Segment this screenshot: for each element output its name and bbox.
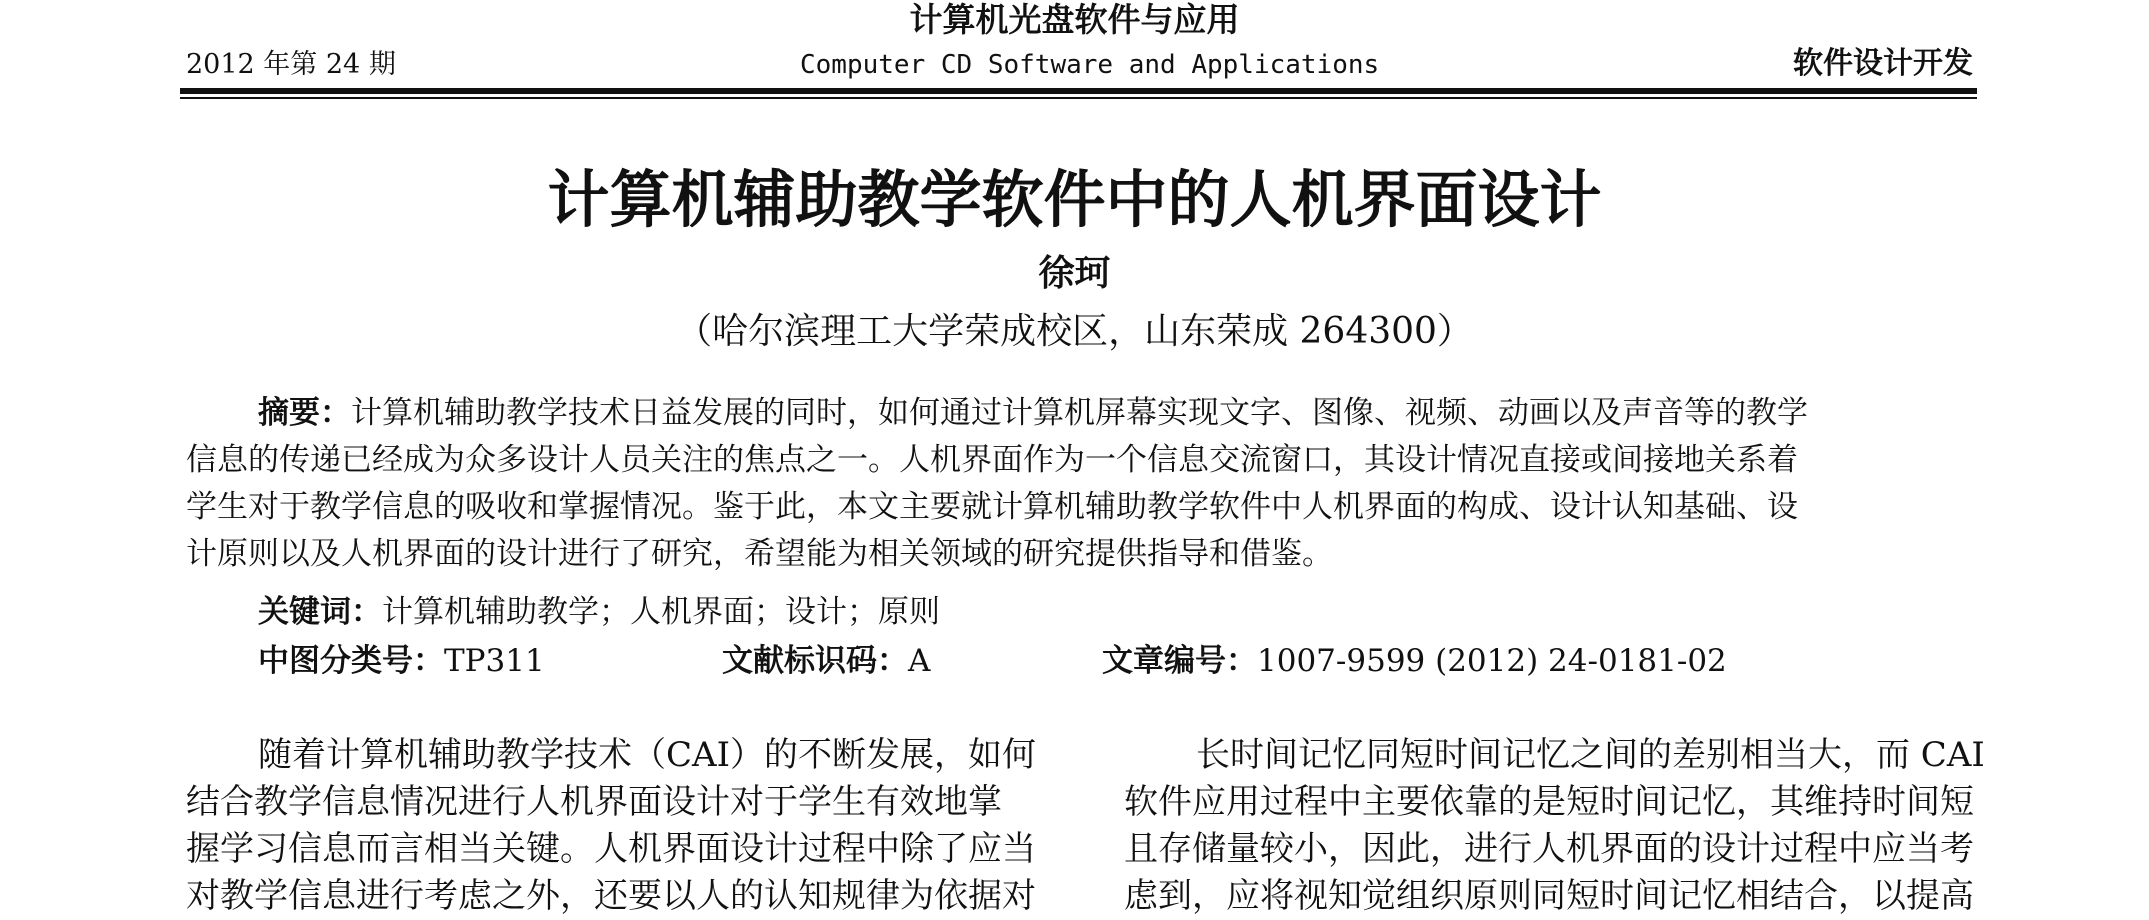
abstract-line: 计原则以及人机界面的设计进行了研究，希望能为相关领域的研究提供指导和借鉴。 (186, 536, 1333, 572)
keywords-value: 计算机辅助教学；人机界面；设计；原则 (382, 594, 940, 630)
body-line: 随着计算机辅助教学技术（CAI）的不断发展，如何 (258, 735, 1036, 775)
article-number-value: 1007-9599 (2012) 24-0181-02 (1257, 643, 1727, 679)
abstract (186, 390, 1976, 578)
doc-code-value: A (908, 643, 931, 679)
article-number-label: 文章编号： (1102, 643, 1257, 679)
clc-value: TP311 (444, 643, 545, 679)
abstract-line (186, 390, 1976, 437)
clc-number (258, 640, 545, 682)
abstract-label: 摘要： (258, 395, 351, 431)
article-number (1102, 640, 1727, 682)
abstract-line: 信息的传递已经成为众多设计人员关注的焦点之一。人机界面作为一个信息交流窗口，其设计情况直接或间接地关系着 (186, 442, 1798, 478)
keywords-label: 关键词： (258, 594, 382, 630)
body-column-right (1124, 732, 1985, 920)
clc-label: 中图分类号： (258, 643, 444, 679)
header-rule-thick (180, 88, 1977, 94)
body-line: 且存储量较小，因此，进行人机界面的设计过程中应当考 (1124, 829, 1974, 869)
author-affiliation: （哈尔滨理工大学荣成校区，山东荣成 264300） (676, 311, 1473, 352)
body-line: 虑到，应将视知觉组织原则同短时间记忆相结合，以提高 (1124, 876, 1974, 916)
keywords (258, 591, 940, 633)
section-name: 软件设计开发 (1793, 46, 1973, 81)
body-line: 握学习信息而言相当关键。人机界面设计过程中除了应当 (186, 829, 1036, 869)
body-line: 结合教学信息情况进行人机界面设计对于学生有效地掌 (186, 782, 1002, 822)
abstract-line: 学生对于教学信息的吸收和掌握情况。鉴于此，本文主要就计算机辅助教学软件中人机界面的构成、设计认知基础、设 (186, 489, 1798, 525)
body-column-left (186, 732, 1036, 920)
header-rule-thin (180, 97, 1977, 99)
issue-number: 2012 年第 24 期 (186, 49, 396, 80)
paper-author: 徐珂 (1038, 253, 1111, 294)
document-code (722, 640, 930, 682)
journal-english-name: Computer CD Software and Applications (800, 50, 1380, 80)
body-line: 对教学信息进行考虑之外，还要以人的认知规律为依据对 (186, 876, 1036, 916)
paper-title: 计算机辅助教学软件中的人机界面设计 (547, 163, 1602, 236)
body-line: 软件应用过程中主要依靠的是短时间记忆，其维持时间短 (1124, 782, 1974, 822)
body-line: 长时间记忆同短时间记忆之间的差别相当大，而 CAI (1196, 735, 1985, 775)
journal-name: 计算机光盘软件与应用 (909, 0, 1240, 39)
doc-code-label: 文献标识码： (722, 643, 908, 679)
abstract-text: 计算机辅助教学技术日益发展的同时，如何通过计算机屏幕实现文字、图像、视频、动画以及声音等的教学 (351, 395, 1808, 431)
